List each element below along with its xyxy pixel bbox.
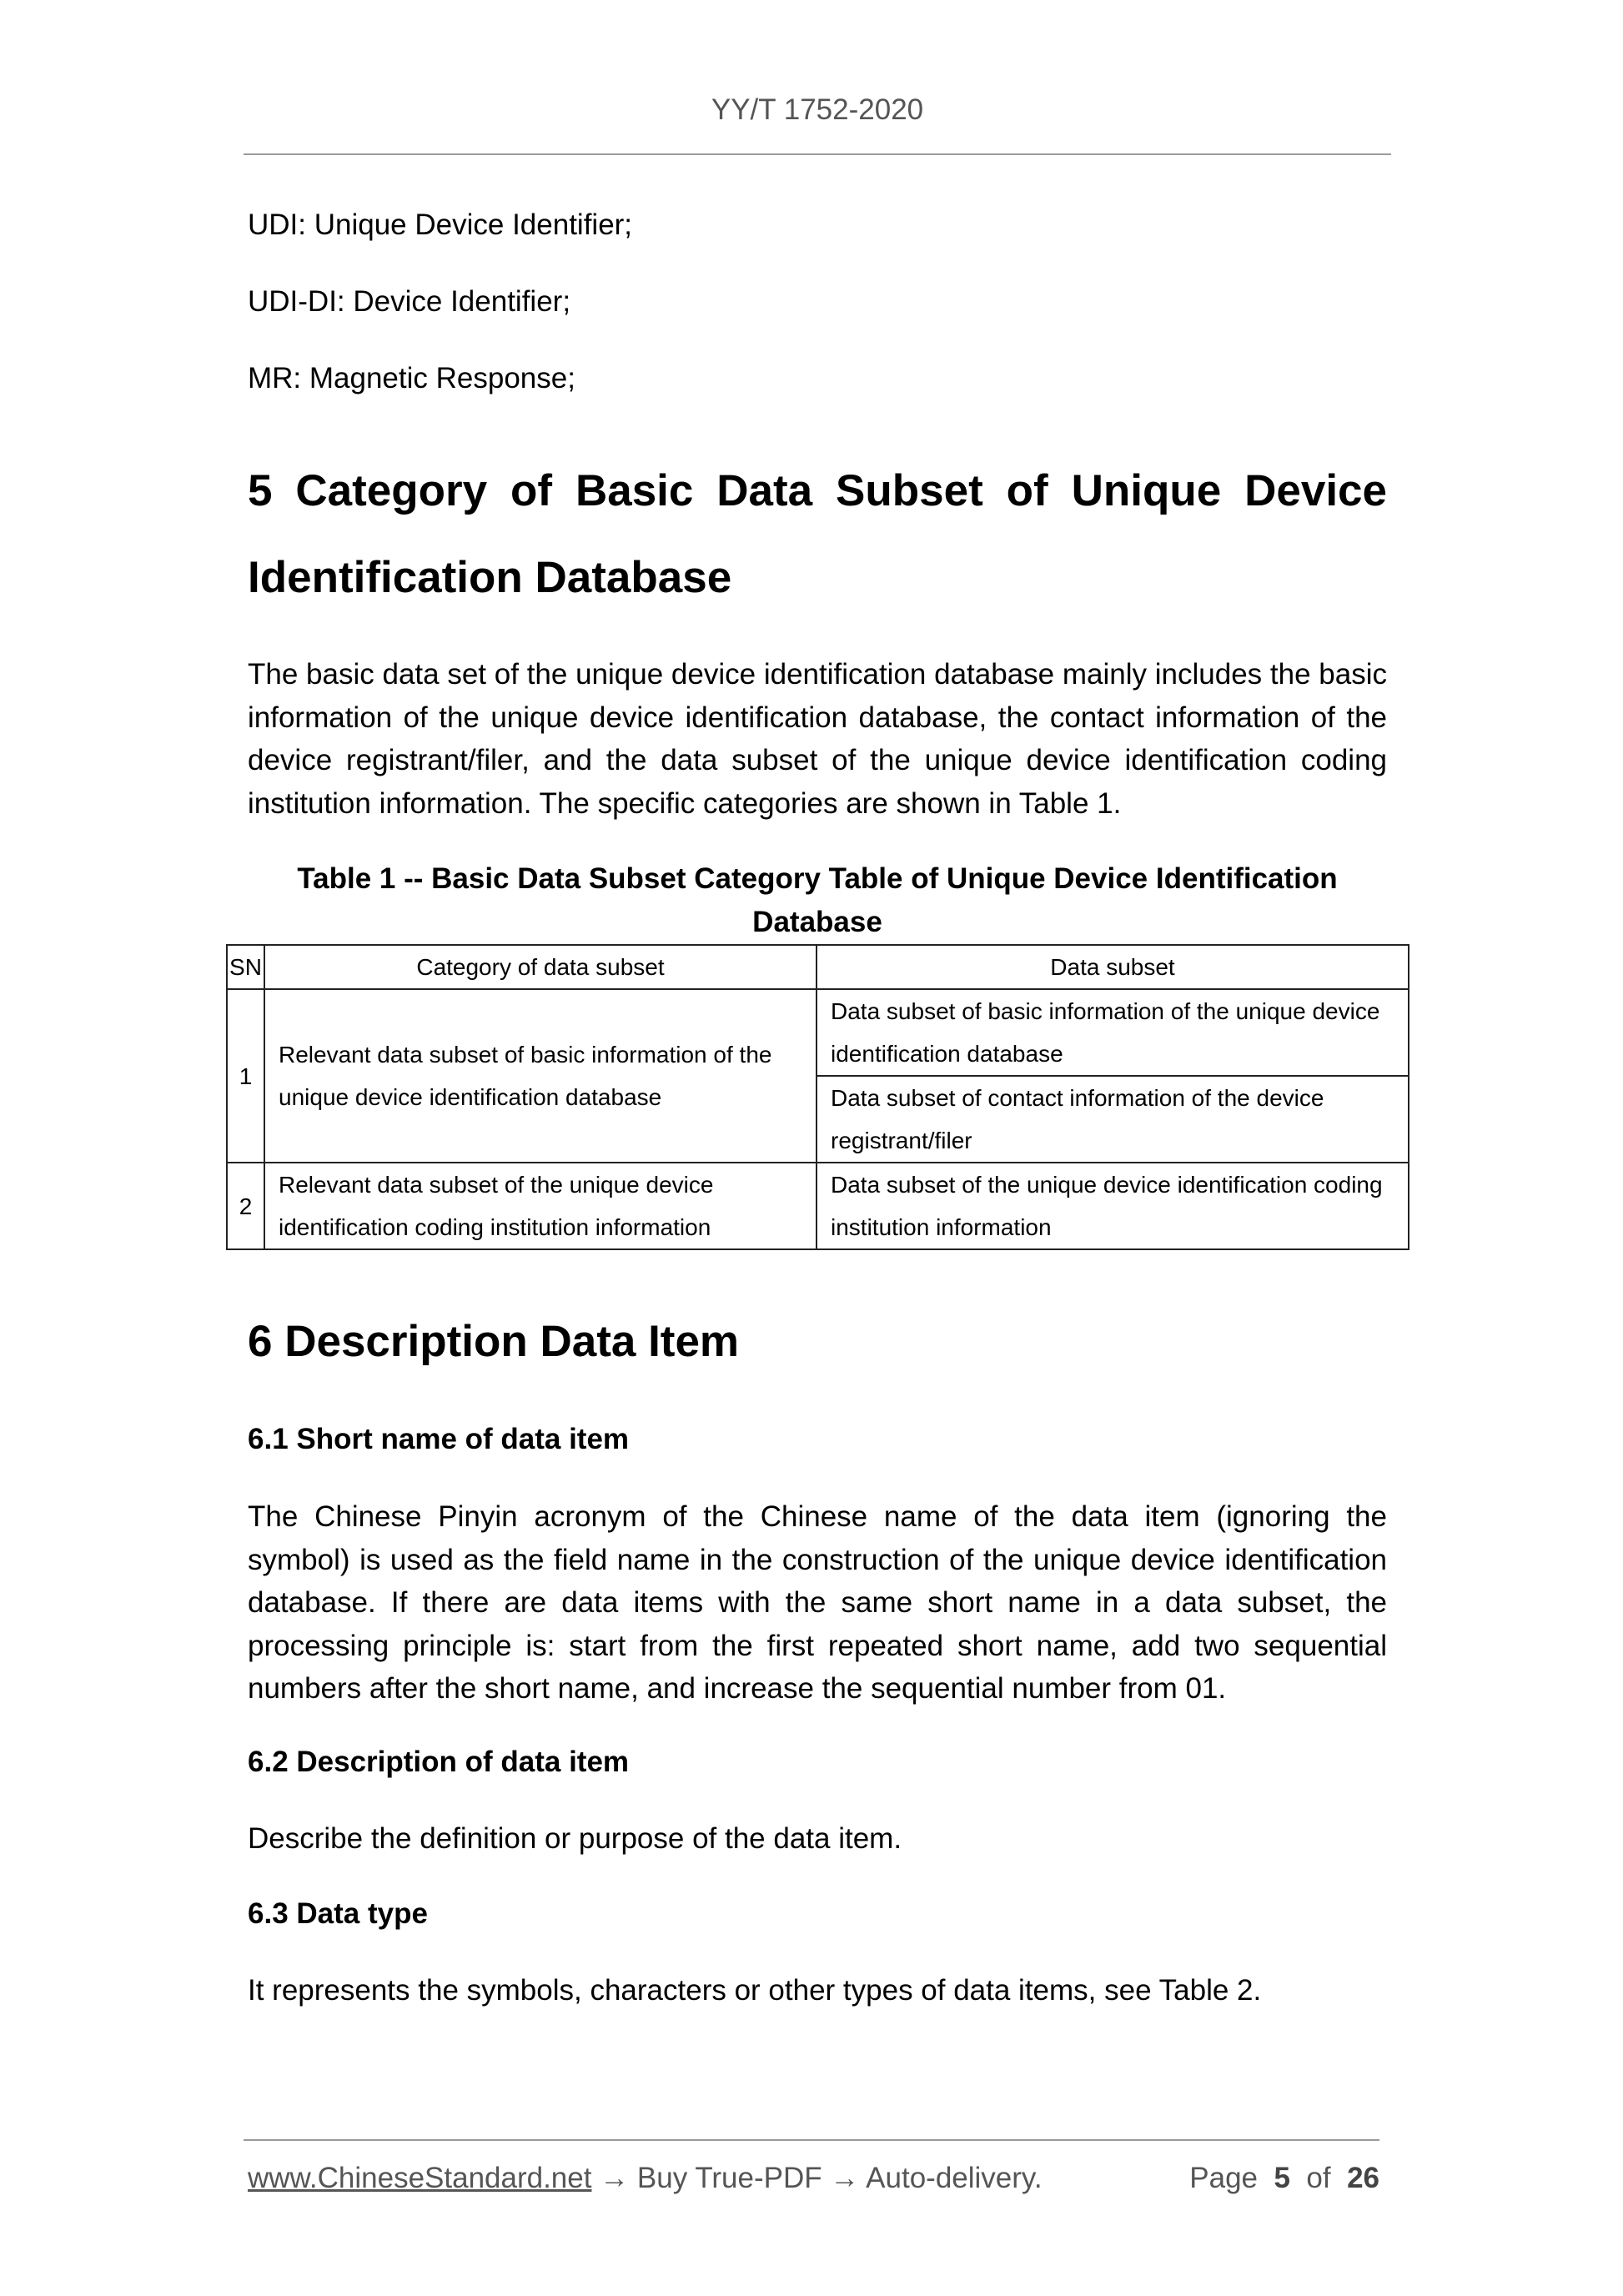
row-sn: 2 xyxy=(227,1163,264,1249)
section-6-3-heading: 6.3 Data type xyxy=(248,1897,428,1930)
abbreviation-udi: UDI: Unique Device Identifier; xyxy=(248,208,633,241)
section-6-1-heading: 6.1 Short name of data item xyxy=(248,1423,630,1455)
section-5-heading-line1: 5 Category of Basic Data Subset of Unique Device xyxy=(248,466,1387,515)
current-page: 5 xyxy=(1274,2162,1290,2194)
table-1-caption-line1: Table 1 -- Basic Data Subset Category Table of Unique Device Identification xyxy=(297,862,1338,895)
section-5-paragraph: The basic data set of the unique device identification database mainly includes the basic information of the unique device identification database, the contact information of the device registrant/filer, and the data subset of the unique device identification coding institution information. The specific categories are shown in Table 1. xyxy=(248,658,1387,820)
table-1-caption-line2: Database xyxy=(752,906,882,938)
table-1 xyxy=(226,944,1409,1250)
row-sn: 1 xyxy=(227,989,264,1163)
table-row xyxy=(227,989,1409,1076)
table-header-row xyxy=(227,945,1409,989)
website-link[interactable]: www.ChineseStandard.net xyxy=(248,2162,592,2194)
section-6-1-paragraph: The Chinese Pinyin acronym of the Chinese name of the data item (ignoring the symbol) is used as the field name in the construction of the unique device identification database. If there are data items with the same short name in a data subset, the processing principle is: start from the first repeated short name, add two sequential numbers after the short name, and increase the sequential number from 01. xyxy=(248,1500,1387,1705)
footer-tagline: → Buy True-PDF → Auto-delivery. xyxy=(591,2162,1043,2194)
page-indicator xyxy=(1189,2162,1379,2195)
abbreviation-mr: MR: Magnetic Response; xyxy=(248,362,575,394)
header-divider xyxy=(244,153,1391,155)
table-row xyxy=(227,1163,1409,1249)
row-subset: Data subset of basic information of the unique device identification database xyxy=(817,989,1409,1076)
row-subset: Data subset of the unique device identification coding institution information xyxy=(817,1163,1409,1249)
section-6-3-paragraph: It represents the symbols, characters or other types of data items, see Table 2. xyxy=(248,1974,1262,2007)
footer-divider xyxy=(244,2139,1379,2141)
row-category: Relevant data subset of the unique device identification coding institution information xyxy=(264,1163,817,1249)
table-1-caption xyxy=(248,857,1387,944)
row-category: Relevant data subset of basic information of the unique device identification database xyxy=(264,989,817,1163)
total-pages: 26 xyxy=(1347,2162,1379,2194)
section-6-heading: 6 Description Data Item xyxy=(248,1317,740,1366)
header-data-subset: Data subset xyxy=(817,945,1409,989)
page-label: Page xyxy=(1189,2162,1259,2194)
document-id-header: YY/T 1752-2020 xyxy=(711,93,924,126)
row-subset: Data subset of contact information of the device registrant/filer xyxy=(817,1076,1409,1163)
header-sn: SN xyxy=(227,945,264,989)
footer-promo xyxy=(248,2162,1043,2195)
of-label: of xyxy=(1306,2162,1331,2194)
section-5-heading-line2: Identification Database xyxy=(248,553,732,602)
abbreviation-udi-di: UDI-DI: Device Identifier; xyxy=(248,285,571,318)
header-category: Category of data subset xyxy=(264,945,817,989)
section-6-2-heading: 6.2 Description of data item xyxy=(248,1746,630,1778)
footer xyxy=(248,2162,1379,2195)
section-6-2-paragraph: Describe the definition or purpose of the data item. xyxy=(248,1822,902,1855)
